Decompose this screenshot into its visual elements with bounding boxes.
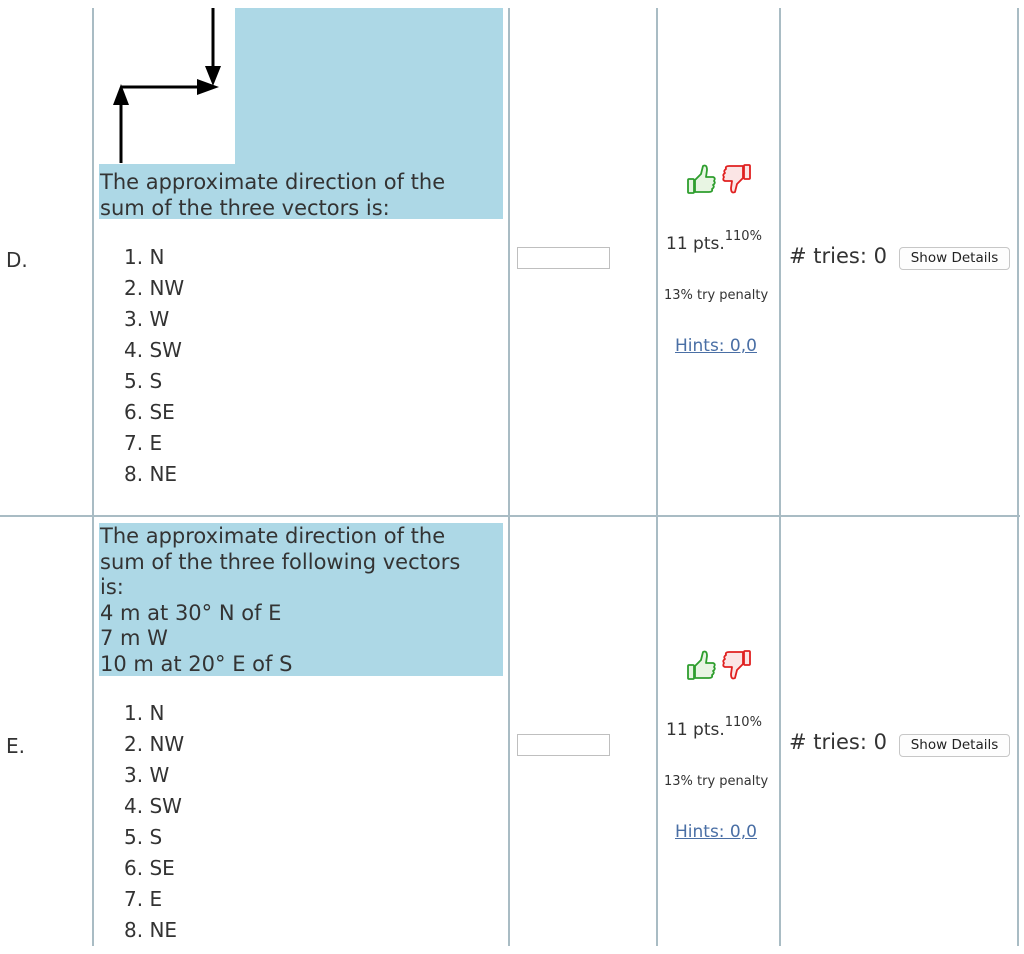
question-text-line: 4 m at 30° N of E (100, 600, 282, 625)
points-text: 11 pts. (666, 234, 725, 254)
points-percent: 110% (724, 715, 762, 730)
answer-input[interactable] (517, 247, 610, 269)
question-text-line: sum of the three vectors is: (100, 195, 390, 220)
row-divider (0, 515, 1020, 517)
question-text-line: 7 m W (100, 626, 168, 650)
vector-diagram (99, 8, 235, 164)
thumbs-up-icon[interactable] (688, 166, 715, 194)
choice-item: 4. SW (124, 794, 182, 818)
choice-item: 1. N (124, 701, 165, 725)
hints-link[interactable]: Hints: 0,0 (675, 822, 757, 842)
vector-arrows-image (99, 8, 235, 164)
choice-item: 2. NW (124, 732, 185, 756)
try-penalty: 13% try penalty (664, 288, 769, 303)
choice-item: 8. NE (124, 462, 178, 486)
table-border (656, 8, 658, 946)
answer-choices (124, 242, 184, 490)
choice-item: 2. NW (124, 276, 185, 300)
points-value (666, 715, 762, 740)
table-border (92, 8, 94, 946)
choice-item: 6. SE (124, 856, 175, 880)
points-value (666, 229, 762, 254)
rating-icons (687, 162, 751, 198)
choice-item: 8. NE (124, 918, 178, 942)
question-text-line: is: (100, 575, 124, 599)
question-text-line: The approximate direction of the (100, 524, 446, 548)
rating-icons (687, 648, 751, 684)
answer-choices (124, 698, 184, 946)
answer-input[interactable] (517, 734, 610, 756)
tries-count: # tries: 0 (789, 730, 887, 754)
question-text (100, 524, 460, 677)
question-text-line: sum of the three following vectors (100, 549, 461, 574)
try-penalty: 13% try penalty (664, 774, 769, 789)
thumbs-up-icon[interactable] (688, 652, 715, 680)
choice-item: 3. W (124, 307, 170, 331)
choice-item: 1. N (124, 245, 165, 269)
choice-item: 5. S (124, 369, 163, 393)
thumbs-down-icon[interactable] (723, 651, 750, 679)
tries-count: # tries: 0 (789, 244, 887, 268)
choice-item: 3. W (124, 763, 170, 787)
question-text-line: 10 m at 20° E of S (100, 651, 293, 676)
thumbs-down-icon[interactable] (723, 165, 750, 193)
choice-item: 7. E (124, 887, 163, 911)
points-text: 11 pts. (666, 720, 725, 740)
choice-item: 7. E (124, 431, 163, 455)
show-details-button[interactable]: Show Details (899, 734, 1010, 757)
hints-link[interactable]: Hints: 0,0 (675, 336, 757, 356)
question-label: E. (6, 734, 25, 758)
choice-item: 5. S (124, 825, 163, 849)
table-border (508, 8, 510, 946)
table-border (779, 8, 781, 946)
choice-item: 6. SE (124, 400, 175, 424)
question-text-line: The approximate direction of the (100, 170, 446, 194)
table-border (1017, 8, 1019, 946)
choice-item: 4. SW (124, 338, 182, 362)
question-label: D. (6, 248, 28, 272)
points-percent: 110% (724, 229, 762, 244)
show-details-button[interactable]: Show Details (899, 247, 1010, 270)
question-text (100, 170, 445, 221)
